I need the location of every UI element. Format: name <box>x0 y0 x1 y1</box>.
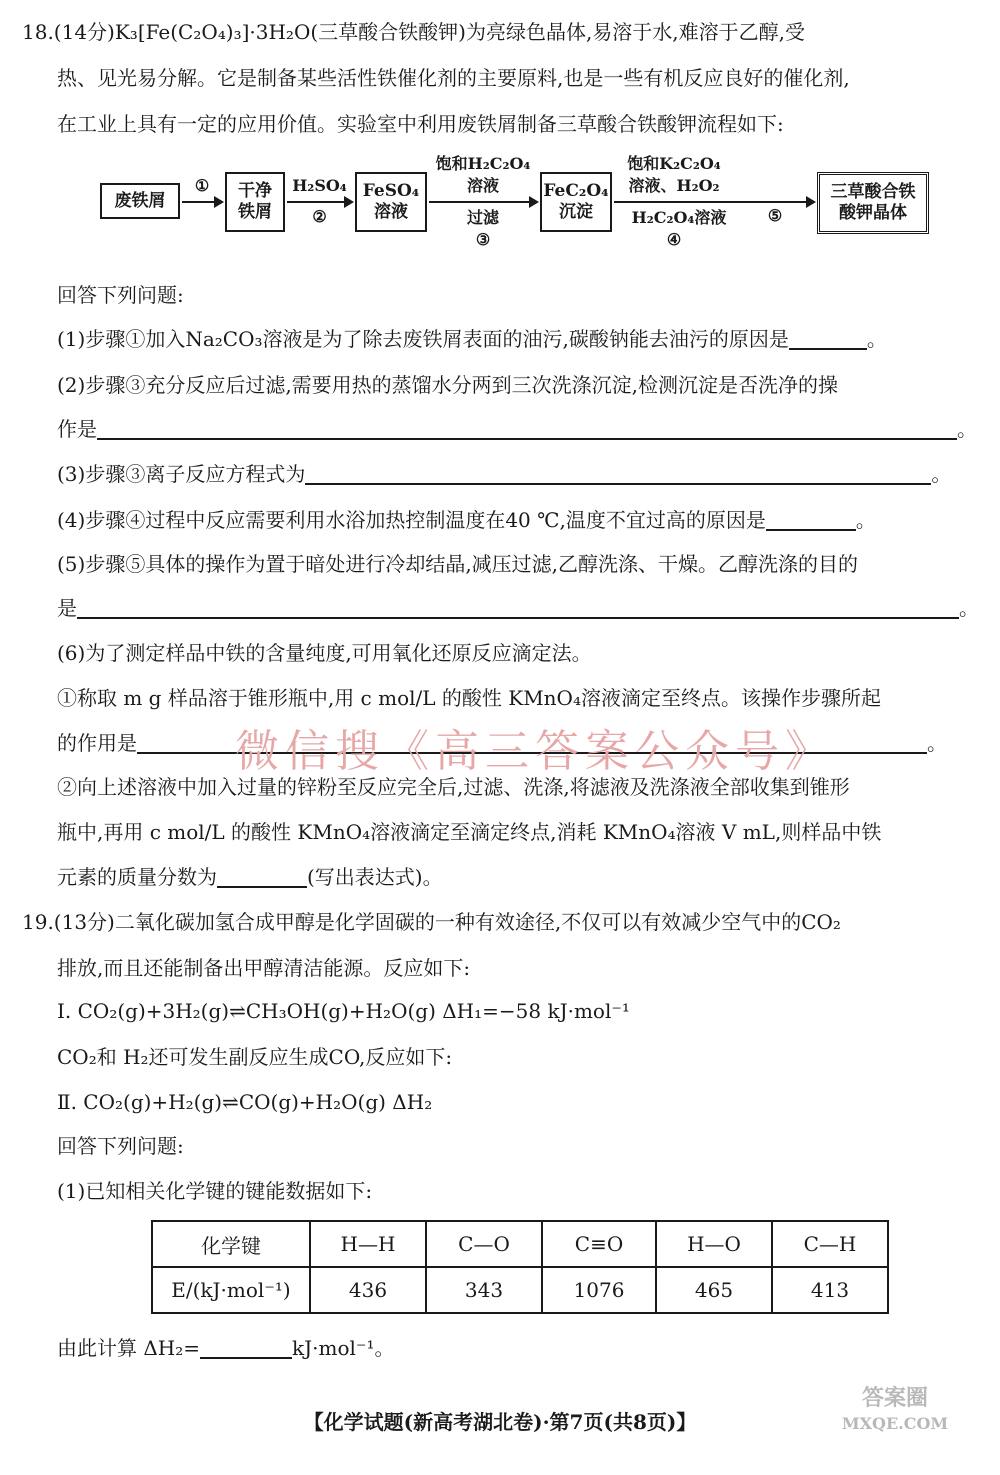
page-footer: 【化学试题(新高考湖北卷)·第7页(共8页)】 <box>303 1410 697 1434</box>
flow-box-label: 铁屑 <box>238 202 272 222</box>
answer-blank[interactable] <box>766 509 856 531</box>
corner-logo-text: 答案圈 <box>861 1385 928 1411</box>
period: 。 <box>957 417 977 441</box>
flow-box-label: 干净 <box>238 181 272 201</box>
period: 。 <box>927 731 947 755</box>
table-header-cell: H—O <box>656 1221 772 1267</box>
q19-intro-line1: 19.(13分)二氧化碳加氢合成甲醇是化学固碳的一种有效途径,不仅可以有效减少空气中的CO₂ <box>22 910 841 934</box>
table-cell: 1076 <box>542 1267 656 1313</box>
flow-box-label: 沉淀 <box>559 202 593 222</box>
q19-answer-prompt: 回答下列问题: <box>57 1134 184 1158</box>
q19-part1: (1)已知相关化学键的键能数据如下: <box>57 1179 373 1203</box>
answer-blank[interactable] <box>789 328 867 350</box>
table-header-cell: 化学键 <box>152 1221 310 1267</box>
flow-arrow-4-reagent: 饱和K₂C₂O₄ <box>627 154 721 173</box>
flow-box-waste-iron <box>100 183 180 219</box>
flow-arrow-4 <box>614 201 814 203</box>
q18-part6: (6)为了测定样品中铁的含量纯度,可用氧化还原反应滴定法。 <box>57 641 592 665</box>
table-header-cell: C—H <box>772 1221 888 1267</box>
answer-blank[interactable] <box>305 463 931 485</box>
q19-calc-line <box>57 1334 395 1362</box>
process-flow-diagram <box>95 150 935 260</box>
q18-part1-text: (1)步骤①加入Na₂CO₃溶液是为了除去废铁屑表面的油污,碳酸钠能去油污的原因是 <box>57 327 789 351</box>
table-cell: 343 <box>426 1267 542 1313</box>
q18-part5-text: 是 <box>57 596 77 620</box>
table-cell: E/(kJ·mol⁻¹) <box>152 1267 310 1313</box>
q18-part2-line2 <box>57 415 977 443</box>
period: 。 <box>959 596 979 620</box>
q19-reaction-1: Ⅰ. CO₂(g)+3H₂(g)⇌CH₃OH(g)+H₂O(g) ΔH₁=−58 kJ·mol⁻¹ <box>57 999 630 1023</box>
q18-intro-line1: 18.(14分)K₃[Fe(C₂O₄)₃]·3H₂O(三草酸合铁酸钾)为亮绿色晶体,易溶于水,难溶于乙醇,受 <box>22 20 806 44</box>
flow-step-1-label: ① <box>194 176 210 195</box>
q18-part6b-line2: 瓶中,再用 c mol/L 的酸性 KMnO₄溶液滴定至滴定终点,消耗 KMnO₄溶液 V mL,则样品中铁 <box>57 820 882 844</box>
flow-box-label: 废铁屑 <box>114 190 166 211</box>
flow-box-label: 三草酸合铁 <box>830 182 916 202</box>
q18-intro-line2: 热、见光易分解。它是制备某些活性铁催化剂的主要原料,也是一些有机反应良好的催化剂, <box>57 66 850 90</box>
flow-arrow-1 <box>182 201 222 203</box>
table-cell: 413 <box>772 1267 888 1313</box>
q18-part3-text: (3)步骤③离子反应方程式为 <box>57 462 306 486</box>
flow-arrow-2-reagent: H₂SO₄ <box>292 176 347 195</box>
q18-answer-prompt: 回答下列问题: <box>57 283 184 307</box>
table-header-cell: C≡O <box>542 1221 656 1267</box>
flow-step-5-label: ⑤ <box>767 206 783 225</box>
flow-arrow-2 <box>287 201 352 203</box>
flow-arrow-2-step: ② <box>312 207 327 226</box>
answer-blank[interactable] <box>97 418 957 440</box>
flow-arrow-4-reagent-3: H₂C₂O₄溶液 <box>631 208 727 227</box>
q18-intro-line3: 在工业上具有一定的应用价值。实验室中利用废铁屑制备三草酸合铁酸钾流程如下: <box>57 112 784 136</box>
flow-box-label: 酸钾晶体 <box>839 203 907 223</box>
table-cell: 465 <box>656 1267 772 1313</box>
q18-part5-line2 <box>57 594 979 622</box>
q18-part4-text: (4)步骤④过程中反应需要利用水浴加热控制温度在40 ℃,温度不宜过高的原因是 <box>57 508 766 532</box>
table-row <box>152 1267 888 1313</box>
answer-blank[interactable] <box>217 866 307 888</box>
q19-intro-line2: 排放,而且还能制备出甲醇清洁能源。反应如下: <box>57 956 471 980</box>
flow-arrow-4-reagent-2: 溶液、H₂O₂ <box>628 176 720 195</box>
table-header-cell: C—O <box>426 1221 542 1267</box>
flow-box-clean-iron <box>225 172 285 232</box>
bond-energy-table <box>151 1220 889 1314</box>
answer-blank[interactable] <box>200 1337 292 1359</box>
corner-logo-url: MXQE.COM <box>841 1414 949 1433</box>
q18-part2-text: 作是 <box>57 417 97 441</box>
flow-box-label: FeC₂O₄ <box>543 181 609 201</box>
period: 。 <box>931 462 952 486</box>
q18-part6a-line1: ①称取 m g 样品溶于锥形瓶中,用 c mol/L 的酸性 KMnO₄溶液滴定至终点。该操作步骤所起 <box>57 686 881 710</box>
flow-box-label: 溶液 <box>374 202 408 222</box>
q18-part6a-text: 的作用是 <box>57 731 137 755</box>
period: 。 <box>855 508 876 532</box>
q18-part6b-tail: (写出表达式)。 <box>307 865 443 889</box>
flow-arrow-4-step: ④ <box>666 230 682 249</box>
watermark: 微信搜《高三答案公众号》 <box>235 726 835 777</box>
flow-box-product-crystal <box>817 172 929 234</box>
q19-reaction-2: Ⅱ. CO₂(g)+H₂(g)⇌CO(g)+H₂O(g) ΔH₂ <box>57 1090 433 1114</box>
answer-blank[interactable] <box>77 597 959 619</box>
period: 。 <box>866 327 887 351</box>
table-cell: 436 <box>310 1267 426 1313</box>
flow-box-feso4 <box>355 172 427 232</box>
flow-arrow-3 <box>429 201 537 203</box>
q19-calc-text: 由此计算 ΔH₂= <box>57 1336 201 1360</box>
q18-part6b-text: 元素的质量分数为 <box>57 865 217 889</box>
q18-part6b-line3 <box>57 863 443 891</box>
corner-logo <box>820 1385 970 1470</box>
flow-arrow-3-step: ③ <box>475 230 491 249</box>
flow-arrow-3-op: 过滤 <box>466 208 499 227</box>
q18-part2-line1: (2)步骤③充分反应后过滤,需要用热的蒸馏水分两到三次洗涤沉淀,检测沉淀是否洗净的操 <box>57 373 839 397</box>
flow-box-label: FeSO₄ <box>362 181 420 201</box>
q18-part6b-line1: ②向上述溶液中加入过量的锌粉至反应完全后,过滤、洗涤,将滤液及洗涤液全部收集到锥形 <box>57 775 850 799</box>
table-header-row <box>152 1221 888 1267</box>
q18-part5-line1: (5)步骤⑤具体的操作为置于暗处进行冷却结晶,减压过滤,乙醇洗涤、干燥。乙醇洗涤的目的 <box>57 552 859 576</box>
flow-arrow-3-reagent: 饱和H₂C₂O₄ <box>435 154 531 173</box>
table-header-cell: H—H <box>310 1221 426 1267</box>
flow-box-fec2o4 <box>540 172 612 232</box>
q18-part4 <box>57 506 876 534</box>
q18-part1 <box>57 325 887 353</box>
q18-part3 <box>57 460 951 488</box>
q19-calc-unit: kJ·mol⁻¹。 <box>292 1336 395 1360</box>
flow-arrow-3-reagent-2: 溶液 <box>466 176 499 195</box>
q19-side-reaction-note: CO₂和 H₂还可发生副反应生成CO,反应如下: <box>57 1045 453 1069</box>
